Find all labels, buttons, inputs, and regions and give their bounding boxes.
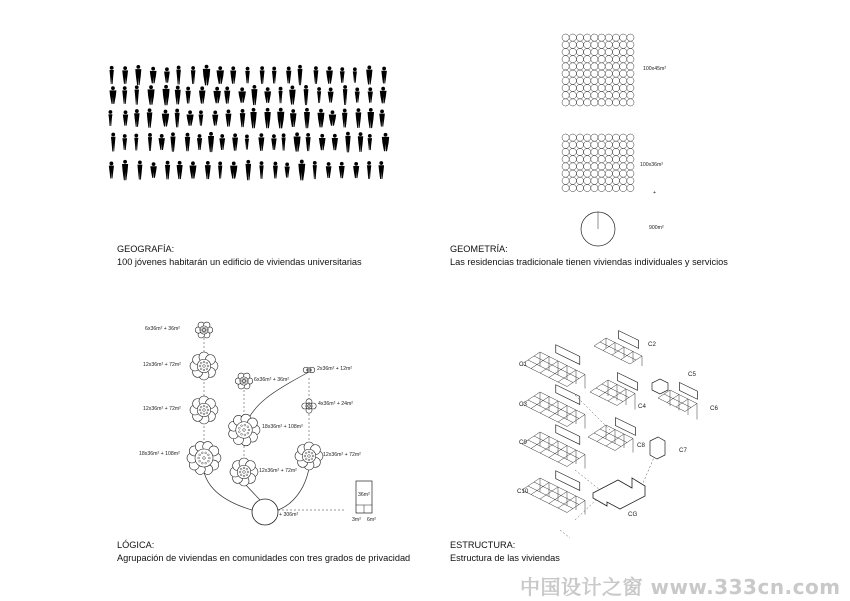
geografia-text: 100 jóvenes habitarán un edificio de viviendas universitarias — [117, 256, 362, 267]
dashed-link-1 — [575, 395, 610, 430]
label-a4: 18x36m² + 108m² — [139, 451, 180, 457]
label-b3: 12x36m² + 72m² — [259, 468, 297, 474]
watermark: 中国设计之窗 www.333cn.com — [520, 575, 841, 599]
label-c5: C5 — [688, 371, 696, 378]
label-c4: C4 — [638, 403, 646, 410]
label-a3: 12x36m² + 72m² — [143, 406, 181, 412]
label-hub: + 306m² — [279, 512, 299, 518]
frame-line — [621, 352, 633, 360]
label-c6: C6 — [710, 405, 718, 412]
frame-line — [528, 486, 573, 509]
label-a2: 12x36m² + 72m² — [143, 362, 181, 368]
frame-c4 — [590, 373, 637, 410]
dashed-link-5 — [560, 530, 570, 538]
frame-line — [685, 404, 697, 412]
frame-line — [590, 380, 608, 392]
frame-c8 — [588, 418, 635, 453]
unit-width-2: 6m² — [367, 517, 376, 523]
cg-block — [593, 478, 645, 509]
frame-line — [667, 395, 679, 403]
circle-label: 900m² — [649, 225, 664, 231]
frame-c9 — [522, 425, 585, 469]
frame-line — [522, 444, 567, 467]
estructura-text: Estructura de las viviendas — [450, 552, 560, 563]
frame-c2 — [594, 331, 642, 366]
plus-sign: + — [653, 190, 657, 196]
label-a1: 6x36m² + 36m² — [145, 326, 181, 332]
unit-width-1: 3m² — [352, 517, 361, 523]
label-c2: C2 — [648, 341, 656, 348]
label-c3: C3 — [519, 401, 527, 408]
estructura-caption — [450, 539, 560, 564]
c5-block — [652, 379, 668, 394]
logica-text: Agrupación de viviendas en comunidades con tres grados de privacidad — [117, 552, 411, 563]
frame-line — [528, 400, 573, 423]
frame-line — [528, 440, 573, 463]
frame-line — [528, 360, 573, 383]
frame-slab — [617, 373, 637, 391]
frame-line — [596, 388, 623, 402]
dashed-link-3 — [575, 500, 596, 520]
label-c1: C1 — [519, 361, 527, 368]
label-c9: C9 — [519, 439, 527, 446]
frame-line — [590, 392, 617, 406]
frame-slab — [615, 418, 635, 436]
frame-slab — [679, 382, 697, 399]
label-b1: 6x36m² + 36m² — [254, 377, 290, 383]
label-c3: 12x36m² + 72m² — [323, 452, 361, 458]
label-c1: 2x36m² + 12m² — [317, 366, 353, 372]
grid-bottom-label: 100x36m² — [640, 162, 664, 168]
c7-block — [650, 437, 665, 459]
frame-line — [658, 398, 685, 412]
frame-line — [522, 404, 567, 427]
unit-area-label: 36m² — [358, 492, 370, 498]
frame-line — [676, 399, 688, 407]
label-cg: CG — [628, 511, 638, 518]
frame-line — [603, 343, 615, 351]
frame-c1 — [522, 345, 585, 389]
label-c8: C8 — [637, 442, 645, 449]
geografia-title: GEOGRAFÍA: — [117, 244, 175, 254]
frame-line — [588, 425, 606, 437]
logica-title: LÓGICA: — [117, 540, 155, 550]
frame-line — [522, 364, 567, 387]
label-b2: 18x36m² + 108m² — [262, 424, 303, 430]
frame-c10 — [522, 471, 585, 515]
label-c7: C7 — [679, 447, 687, 454]
estructura-title: ESTRUCTURA: — [450, 540, 516, 550]
frame-line — [588, 437, 615, 451]
grid-top-label: 100x45m² — [643, 66, 667, 72]
frame-c3 — [522, 385, 585, 429]
frame-line — [612, 347, 624, 355]
frame-line — [600, 429, 627, 443]
frame-line — [630, 356, 642, 364]
geometria-text: Las residencias tradicionale tienen viviendas individuales y servicios — [450, 256, 728, 267]
label-c10: C10 — [517, 488, 529, 495]
frame-line — [602, 384, 629, 398]
frame-line — [594, 433, 621, 447]
label-c2: 4x36m² + 24m² — [318, 401, 354, 407]
frame-line — [522, 490, 567, 513]
geometria-title: GEOMETRÍA: — [450, 244, 508, 254]
frame-line — [664, 394, 691, 408]
frame-line — [594, 338, 606, 346]
